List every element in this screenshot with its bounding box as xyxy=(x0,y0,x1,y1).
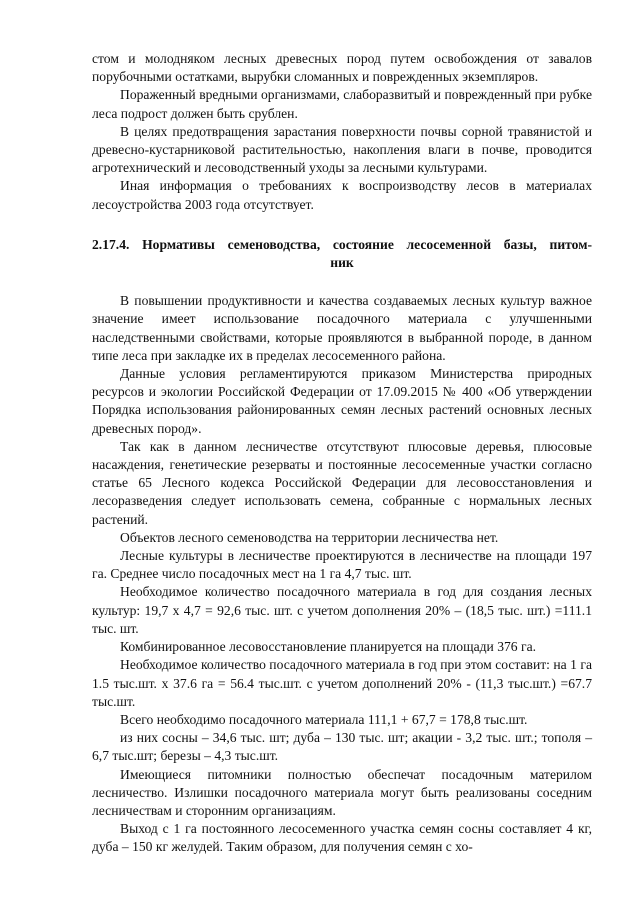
paragraph: из них сосны – 34,6 тыс. шт; дуба – 130 тыс. шт; акации - 3,2 тыс. шт.; тополя – 6,7 тыс.шт; березы – 4,3 тыс.шт. xyxy=(92,730,592,764)
paragraph: Данные условия регламентируются приказом Министерства природных ресурсов и экологии Российской Федерации от 17.09.2015 № 400 «Об утверждении Порядка использования районированных семян лесных растений основных лесных древесных пород». xyxy=(92,366,592,436)
paragraph: Иная информация о требованиях к воспроизводству лесов в материалах лесоустройства 2003 года отсутствует. xyxy=(92,178,592,212)
paragraph: Пораженный вредными организмами, слаборазвитый и поврежденный при рубке леса подрост должен быть срублен. xyxy=(92,87,592,121)
section-heading xyxy=(92,236,592,272)
paragraph: Необходимое количество посадочного материала в год при этом составит: на 1 га 1.5 тыс.шт. х 37.6 га = 56.4 тыс.шт. с учетом дополнений 20% - (11,3 тыс.шт.) =67.7 тыс.шт. xyxy=(92,657,592,709)
paragraph: Так как в данном лесничестве отсутствуют плюсовые деревья, плюсовые насаждения, генетические резерваты и постоянные лесосеменные участки согласно статье 65 Лесного кодекса Российской Федерации для лесовосстановления и лесоразведения следует использовать семена, собранные с нормальных лесных растений. xyxy=(92,438,592,527)
paragraph: Необходимое количество посадочного материала в год для создания лесных культур: 19,7 х 4,7 = 92,6 тыс. шт. с учетом дополнения 20% – (18,5 тыс. шт.) =111.1 тыс. шт. xyxy=(92,584,592,636)
paragraph: Комбинированное лесовосстановление планируется на площади 376 га. xyxy=(120,639,536,655)
paragraph: Имеющиеся питомники полностью обеспечат посадочным материлом лесничество. Излишки посадочного материала могут быть реализованы соседним лесничествам и сторонним организациям. xyxy=(92,766,592,818)
section-heading-line-2: ник xyxy=(330,255,354,271)
paragraph: В целях предотвращения зарастания поверхности почвы сорной травянистой и древесно-кустарниковой растительностью, накопления влаги в почве, проводится агротехнический и лесоводственный уходы за лесными культурами. xyxy=(92,123,592,176)
paragraph: Выход с 1 га постоянного лесосеменного участка семян сосны составляет 4 кг, дуба – 150 кг желудей. Таким образом, для получения семян с хо- xyxy=(92,821,592,855)
paragraph: В повышении продуктивности и качества создаваемых лесных культур важное значение имеет использование посадочного материала с улучшенными наследственными свойствами, которые проявляются в выбранной породе, в данном типе леса при закладке их в пределах лесосеменного района. xyxy=(92,293,592,363)
paragraph: Объектов лесного семеноводства на территории лесничества нет. xyxy=(120,529,499,545)
paragraph: Лесные культуры в лесничестве проектируются в лесничестве на площади 197 га. Среднее число посадочных мест на 1 га 4,7 тыс. шт. xyxy=(92,548,592,582)
paragraph: Всего необходимо посадочного материала 111,1 + 67,7 = 178,8 тыс.шт. xyxy=(120,711,528,727)
paragraph: стом и молодняком лесных древесных пород путем освобождения от завалов порубочными остатками, вырубки сломанных и поврежденных экземпляров. xyxy=(92,51,592,85)
section-heading-line-1: 2.17.4. Нормативы семеноводства, состояние лесосеменной базы, питом- xyxy=(92,236,592,252)
